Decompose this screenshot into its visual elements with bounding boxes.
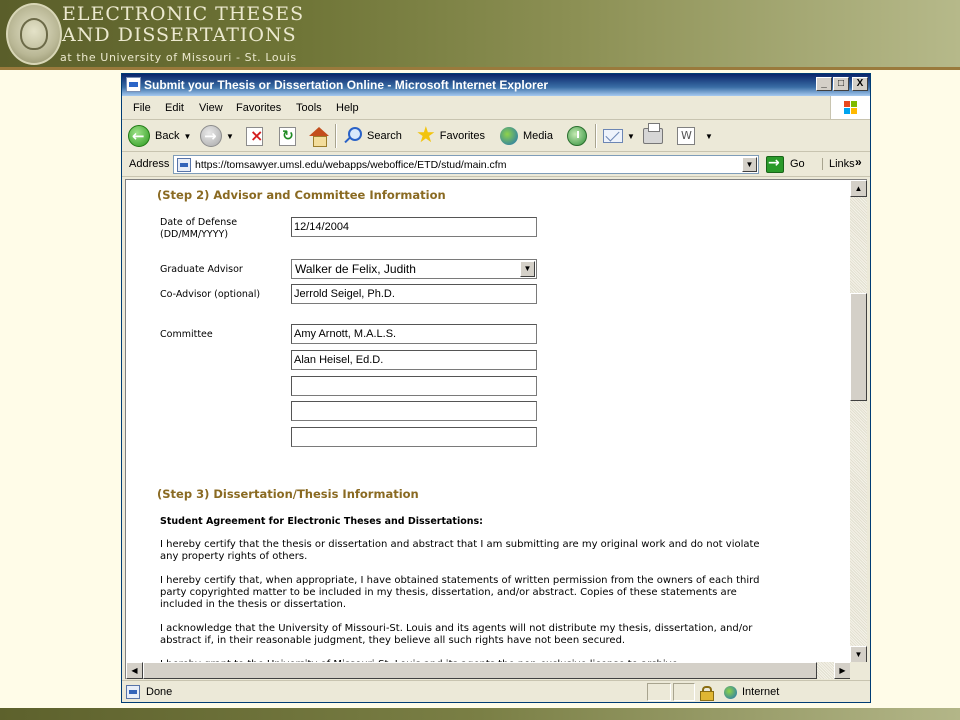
page-content	[125, 179, 850, 662]
scroll-left-icon[interactable]: ◀	[126, 662, 143, 679]
maximize-button[interactable]: □	[833, 77, 849, 91]
links-more-icon[interactable]: »	[855, 155, 862, 169]
scroll-right-icon[interactable]: ▶	[834, 662, 851, 679]
search-icon	[343, 127, 361, 145]
print-button[interactable]	[643, 124, 663, 148]
graduate-advisor-select[interactable]	[291, 259, 537, 279]
defense-date-label	[160, 217, 237, 241]
address-url[interactable]: https://tomsawyer.umsl.edu/webapps/weboffice/ETD/stud/main.cfm	[195, 159, 507, 171]
toolbar-separator	[595, 124, 597, 148]
media-button[interactable]	[500, 124, 553, 148]
mail-icon	[603, 129, 623, 143]
menu-edit[interactable]: Edit	[165, 102, 184, 114]
step2-heading: (Step 2) Advisor and Committee Information	[157, 188, 446, 202]
mail-button[interactable]	[603, 124, 635, 148]
print-icon	[643, 128, 663, 144]
banner-subtitle: at the University of Missouri - St. Louis	[60, 51, 297, 64]
links-button[interactable]: Links	[822, 158, 855, 170]
lock-icon	[700, 686, 712, 698]
menu-help[interactable]: Help	[336, 102, 359, 114]
address-label: Address	[129, 158, 170, 170]
committee-input-2[interactable]: Alan Heisel, Ed.D.	[291, 350, 537, 370]
go-button[interactable]: Go	[790, 158, 805, 170]
mail-dropdown-icon[interactable]: ▼	[627, 131, 635, 141]
vertical-scroll-thumb[interactable]	[850, 293, 867, 401]
graduate-advisor-label: Graduate Advisor	[160, 264, 243, 275]
chevron-down-icon[interactable]: ▼	[520, 261, 535, 277]
search-label: Search	[367, 130, 402, 142]
banner-title	[62, 4, 304, 46]
forward-icon	[200, 125, 222, 147]
back-label: Back	[155, 130, 180, 142]
scrollbar-corner	[850, 662, 867, 679]
status-panel	[647, 683, 671, 701]
edit-word-icon	[677, 127, 695, 145]
status-bar	[122, 680, 870, 702]
menu-favorites[interactable]: Favorites	[236, 102, 282, 114]
window-title: Submit your Thesis or Dissertation Online - Microsoft Internet Explorer	[144, 78, 549, 92]
status-text: Done	[146, 686, 173, 698]
graduate-advisor-value: Walker de Felix, Judith	[295, 262, 416, 276]
menu-view[interactable]: View	[199, 102, 223, 114]
menu-tools[interactable]: Tools	[296, 102, 322, 114]
university-seal-logo	[6, 3, 62, 65]
back-dropdown-icon[interactable]: ▼	[183, 131, 192, 141]
favorites-label: Favorites	[439, 130, 485, 142]
favorites-button[interactable]	[416, 124, 485, 148]
page-done-icon	[126, 685, 140, 699]
horizontal-scroll-thumb[interactable]	[143, 662, 817, 679]
toolbar-separator	[335, 124, 337, 148]
minimize-button[interactable]: _	[816, 77, 832, 91]
committee-input-5[interactable]	[291, 427, 537, 447]
stop-icon	[246, 127, 263, 146]
refresh-icon	[279, 127, 296, 146]
back-button[interactable]	[128, 124, 191, 148]
address-dropdown-icon[interactable]: ▼	[742, 157, 757, 172]
edit-dropdown-icon[interactable]: ▼	[705, 131, 713, 141]
committee-input-4[interactable]	[291, 401, 537, 421]
search-button[interactable]	[343, 124, 402, 148]
history-button[interactable]	[567, 124, 587, 148]
media-label: Media	[523, 130, 553, 142]
slide-footer-bar	[0, 708, 960, 720]
slide-banner	[0, 0, 960, 70]
security-zone-label: Internet	[742, 686, 780, 698]
media-icon	[500, 127, 518, 145]
internet-zone-icon	[724, 686, 737, 699]
home-icon	[309, 127, 329, 145]
defense-date-label-line2: (DD/MM/YYYY)	[160, 229, 229, 240]
agreement-title: Student Agreement for Electronic Theses and Dissertations:	[160, 516, 483, 527]
scroll-up-icon[interactable]: ▲	[850, 180, 867, 197]
forward-dropdown-icon[interactable]: ▼	[226, 131, 234, 141]
defense-date-input[interactable]: 12/14/2004	[291, 217, 537, 237]
agreement-paragraph-3: I acknowledge that the University of Missouri-St. Louis and its agents will not distribute my thesis, dissertation, and/or abstract if, in their reasonable judgment, they believe all such rights have not been secured.	[160, 623, 753, 646]
refresh-button[interactable]	[279, 124, 296, 148]
vertical-scrollbar[interactable]	[850, 179, 867, 662]
banner-title-line2: AND DISSERTATIONS	[62, 24, 297, 46]
history-icon	[567, 126, 587, 146]
page-icon	[177, 158, 191, 172]
co-advisor-label: Co-Advisor (optional)	[160, 289, 261, 300]
step3-heading: (Step 3) Dissertation/Thesis Information	[157, 487, 419, 501]
browser-window	[121, 73, 871, 703]
banner-title-line1: ELECTRONIC THESES	[62, 3, 305, 25]
menu-file[interactable]: File	[133, 102, 151, 114]
scroll-down-icon[interactable]: ▼	[850, 646, 867, 663]
address-bar	[122, 153, 870, 177]
committee-input-3[interactable]	[291, 376, 537, 396]
stop-button[interactable]	[246, 124, 263, 148]
menu-bar	[122, 96, 870, 120]
go-arrow-icon[interactable]	[766, 156, 784, 173]
committee-label: Committee	[160, 329, 213, 340]
close-button[interactable]: X	[852, 77, 868, 91]
co-advisor-input[interactable]: Jerrold Seigel, Ph.D.	[291, 284, 537, 304]
standard-toolbar	[122, 120, 870, 152]
edit-button[interactable]	[677, 124, 713, 148]
home-button[interactable]	[309, 124, 329, 148]
agreement-paragraph-1: I hereby certify that the thesis or dissertation and abstract that I am submitting are my original work and do not violate any property rights of others.	[160, 539, 760, 562]
committee-input-1[interactable]: Amy Arnott, M.A.L.S.	[291, 324, 537, 344]
back-icon	[128, 125, 150, 147]
favorites-star-icon: ★	[416, 123, 436, 148]
windows-logo-icon	[830, 96, 870, 119]
window-title-bar[interactable]	[122, 74, 870, 96]
address-input[interactable]	[173, 155, 759, 174]
agreement-paragraph-2: I hereby certify that, when appropriate, I have obtained statements of written permission from the owners of each third party copyrighted matter to be included in my thesis, dissertation, and/or abstract. Copies of these statements are included in the thesis or dissertation.	[160, 575, 760, 610]
ie-page-icon	[126, 77, 141, 92]
status-panel	[673, 683, 695, 701]
horizontal-scrollbar[interactable]	[125, 662, 850, 679]
forward-button[interactable]	[200, 124, 234, 148]
defense-date-label-line1: Date of Defense	[160, 217, 238, 228]
